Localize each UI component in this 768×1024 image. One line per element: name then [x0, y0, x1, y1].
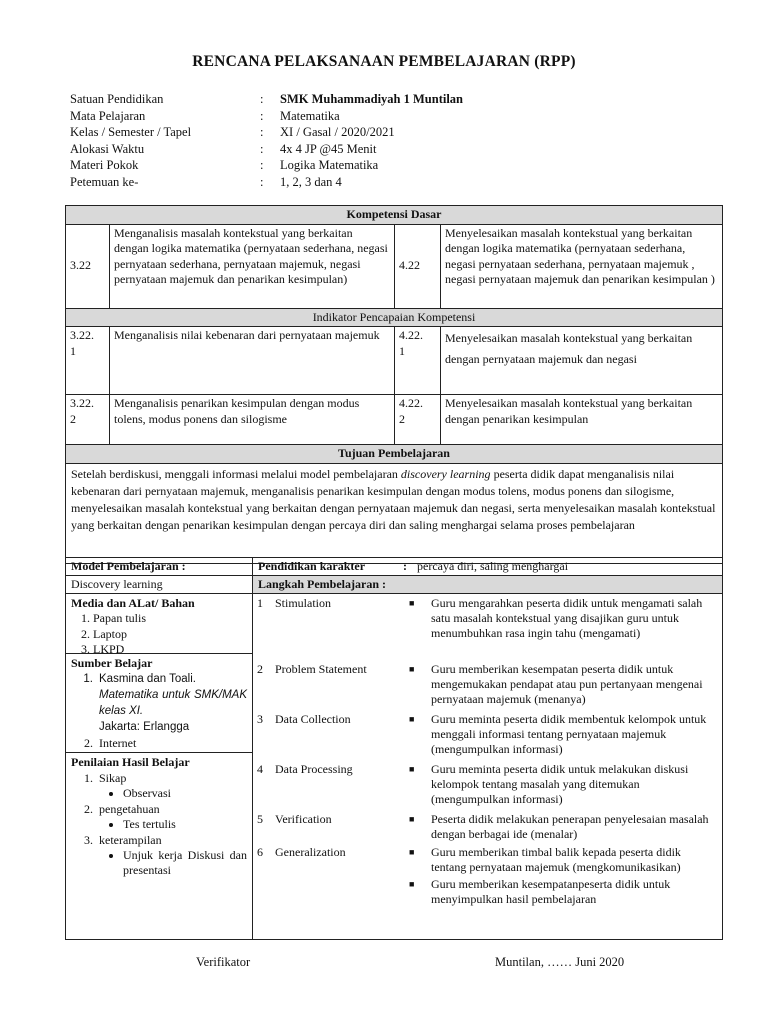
step-number: 5	[257, 812, 263, 826]
tujuan-header: Tujuan Pembelajaran	[66, 445, 723, 464]
identity-colon: :	[260, 125, 264, 139]
karakter-value: percaya diri, saling menghargai	[417, 559, 569, 573]
learning-step	[257, 662, 718, 712]
identity-label: Mata Pelajaran	[70, 108, 146, 123]
identity-row	[70, 124, 710, 141]
model-cell	[66, 558, 253, 594]
step-description: Guru meminta peserta didik membentuk kelompok untuk menggali informasi tentang pernyataan majemuk (mengumpulkan informasi)	[431, 712, 707, 756]
ipk-right-text: Menyelesaikan masalah kontekstual yang berkaitan dengan pernyataan majemuk dan negasi	[441, 327, 723, 395]
learning-step	[257, 712, 718, 762]
karakter-label: Pendidikan karakter	[258, 559, 366, 573]
step-description: Guru mengarahkan peserta didik untuk mengamati salah satu masalah kontekstual yang disajikan guru untuk menumbuhkan rasa ingin tahu (mengamati)	[431, 596, 703, 640]
square-bullet-icon: ■	[409, 879, 415, 889]
sumber-section: Sumber Belajar 1. Kasmina dan Toali. Matematika untuk SMK/MAK kelas XI. Jakarta: Erlangga 2. Internet	[66, 654, 252, 753]
identity-row	[70, 141, 710, 158]
identity-value: 1, 2, 3 dan 4	[280, 174, 342, 189]
step-number: 4	[257, 762, 263, 776]
square-bullet-icon: ■	[409, 764, 415, 774]
step-label: Data Processing	[275, 762, 353, 776]
sumber-publisher: Jakarta: Erlangga	[99, 721, 190, 733]
step-description: Guru memberikan kesempatanpeserta didik untuk menyimpulkan hasil pembelajaran	[431, 877, 671, 906]
identity-colon: :	[260, 158, 264, 172]
step-description: Peserta didik melakukan penerapan penyelesaian masalah dengan berbagai ide (menalar)	[431, 812, 709, 841]
kd-header: Kompetensi Dasar	[66, 206, 723, 225]
document-title: RENCANA PELAKSANAAN PEMBELAJARAN (RPP)	[192, 53, 576, 70]
list-item: 3. LKPD	[93, 642, 247, 658]
penilaian-title: Penilaian Hasil Belajar	[71, 755, 190, 769]
learning-step	[257, 812, 718, 845]
sumber-internet: Internet	[99, 736, 137, 750]
step-number: 6	[257, 845, 263, 859]
identity-row	[70, 108, 710, 125]
langkah-label: Langkah Pembelajaran :	[253, 576, 722, 593]
ipk-left-text: Menganalisis nilai kebenaran dari pernyataan majemuk	[110, 327, 395, 395]
identity-label: Kelas / Semester / Tapel	[70, 125, 192, 139]
step-label: Generalization	[275, 845, 346, 859]
learning-step	[257, 845, 718, 925]
sumber-author: Kasmina dan Toali.	[99, 673, 196, 685]
square-bullet-icon: ■	[409, 598, 415, 608]
step-description: Guru meminta peserta didik untuk melakukan diskusi kelompok tentang masalah yang ditemukan (mengumpulkan informasi)	[431, 762, 689, 806]
learning-table	[65, 557, 723, 940]
step-label: Data Collection	[275, 712, 351, 726]
identity-label: Alokasi Waktu	[70, 141, 145, 156]
penilaian-sub-item: • Tes tertulis	[123, 817, 247, 832]
identity-block	[70, 91, 710, 190]
steps-cell	[253, 594, 723, 940]
media-section	[66, 594, 252, 654]
penilaian-sub-item: • Observasi	[123, 786, 247, 801]
karakter-cell	[253, 558, 723, 594]
verifikator-label: Verifikator	[196, 955, 251, 969]
identity-value: XI / Gasal / 2020/2021	[280, 125, 395, 139]
step-number: 3	[257, 712, 263, 726]
kd-left-text: Menganalisis masalah kontekstual yang berkaitan dengan logika matematika (pernyataan sederhana, negasi pernyataan sederhana, pernyataan majemuk, negasi pernyataan majemuk dan penarikan kesimpulan)	[110, 224, 395, 308]
media-title: Media dan ALat/ Bahan	[71, 596, 195, 610]
ipk-header: Indikator Pencapaian Kompetensi	[66, 308, 723, 327]
step-label: Stimulation	[275, 596, 332, 610]
kd-left-number: 3.22	[66, 224, 110, 308]
step-label: Problem Statement	[275, 662, 367, 676]
identity-colon: :	[260, 92, 264, 106]
identity-colon: :	[260, 174, 264, 189]
ipk-right-text: Menyelesaikan masalah kontekstual yang berkaitan dengan penarikan kesimpulan	[441, 395, 723, 445]
ipk-left-number: 3.22. 2	[66, 395, 110, 445]
media-list	[71, 611, 247, 658]
list-item: 2. Laptop	[93, 627, 247, 643]
model-value: Discovery learning	[71, 577, 163, 591]
step-number: 2	[257, 662, 263, 676]
identity-value: Logika Matematika	[280, 158, 379, 172]
identity-row	[70, 157, 710, 174]
tujuan-text: Setelah berdiskusi, menggali informasi melalui model pembelajaran discovery learning peserta didik dapat menganalisis nilai kebenaran dari pernyataan majemuk, menganalisis penarikan kesimpulan dengan modus tolens, modus ponens dan silogisme, menyelesaikan masalah kontekstual yang berkaitan dengan pernyataan majemuk dan negasi, serta menyelesaikan masalah kontekstual yang berkaitan dengan penarikan kesimpulan dengan percaya diri dan saling menghargai selama proses pembelajaran	[66, 463, 723, 563]
step-description: Guru memberikan timbal balik kepada peserta didik tentang pernyataan majemuk (mengkomunikasikan)	[431, 845, 681, 874]
identity-row	[70, 174, 710, 191]
resources-cell	[66, 594, 253, 940]
place-date: Muntilan, …… Juni 2020	[495, 955, 625, 969]
identity-label: Petemuan ke-	[70, 174, 139, 189]
identity-colon: :	[260, 141, 264, 156]
identity-row	[70, 91, 710, 108]
identity-value: 4x 4 JP @45 Menit	[280, 141, 377, 156]
model-label: Model Pembelajaran :	[66, 558, 252, 576]
kd-right-text: Menyelesaikan masalah kontekstual yang berkaitan dengan logika matematika (pernyataan sederhana, negasi pernyataan sederhana, pernyataan majemuk , negasi pernyataan majemuk dan penarikan kesimpulan )	[441, 224, 723, 308]
penilaian-item: keterampilan	[99, 833, 162, 847]
identity-value: SMK Muhammadiyah 1 Muntilan	[280, 92, 464, 106]
learning-step	[257, 596, 718, 662]
ipk-left-number: 3.22. 1	[66, 327, 110, 395]
identity-colon: :	[260, 108, 264, 123]
ipk-right-number: 4.22. 1	[395, 327, 441, 395]
identity-label: Materi Pokok	[70, 158, 139, 172]
list-item: 1. Papan tulis	[93, 611, 247, 627]
sumber-book-title: Matematika untuk SMK/MAK kelas XI.	[99, 689, 247, 717]
step-label: Verification	[275, 812, 332, 826]
ipk-left-text: Menganalisis penarikan kesimpulan dengan modus tolens, modus ponens dan silogisme	[110, 395, 395, 445]
competency-table	[65, 205, 723, 564]
square-bullet-icon: ■	[409, 814, 415, 824]
ipk-right-number: 4.22. 2	[395, 395, 441, 445]
step-description: Guru memberikan kesempatan peserta didik untuk mengemukakan pendapat atau pun pertanyaan mengenai pernyataan majemuk (menanya)	[431, 662, 703, 706]
penilaian-item: pengetahuan	[99, 802, 160, 816]
identity-label: Satuan Pendidikan	[70, 92, 164, 106]
sumber-title: Sumber Belajar	[71, 656, 153, 670]
learning-step	[257, 762, 718, 812]
square-bullet-icon: ■	[409, 664, 415, 674]
kd-right-number: 4.22	[395, 224, 441, 308]
karakter-colon: :	[403, 559, 407, 573]
square-bullet-icon: ■	[409, 847, 415, 857]
penilaian-sub-item: • Unjuk kerja Diskusi dan presentasi	[123, 848, 247, 878]
step-number: 1	[257, 596, 263, 610]
identity-value: Matematika	[280, 108, 340, 123]
square-bullet-icon: ■	[409, 714, 415, 724]
penilaian-section: Penilaian Hasil Belajar 1. Sikap • Observasi 2. pengetahuan • Tes tertulis 3. keterampilan • Unjuk kerja Diskusi dan presentasi	[66, 753, 252, 881]
penilaian-item: Sikap	[99, 771, 127, 785]
